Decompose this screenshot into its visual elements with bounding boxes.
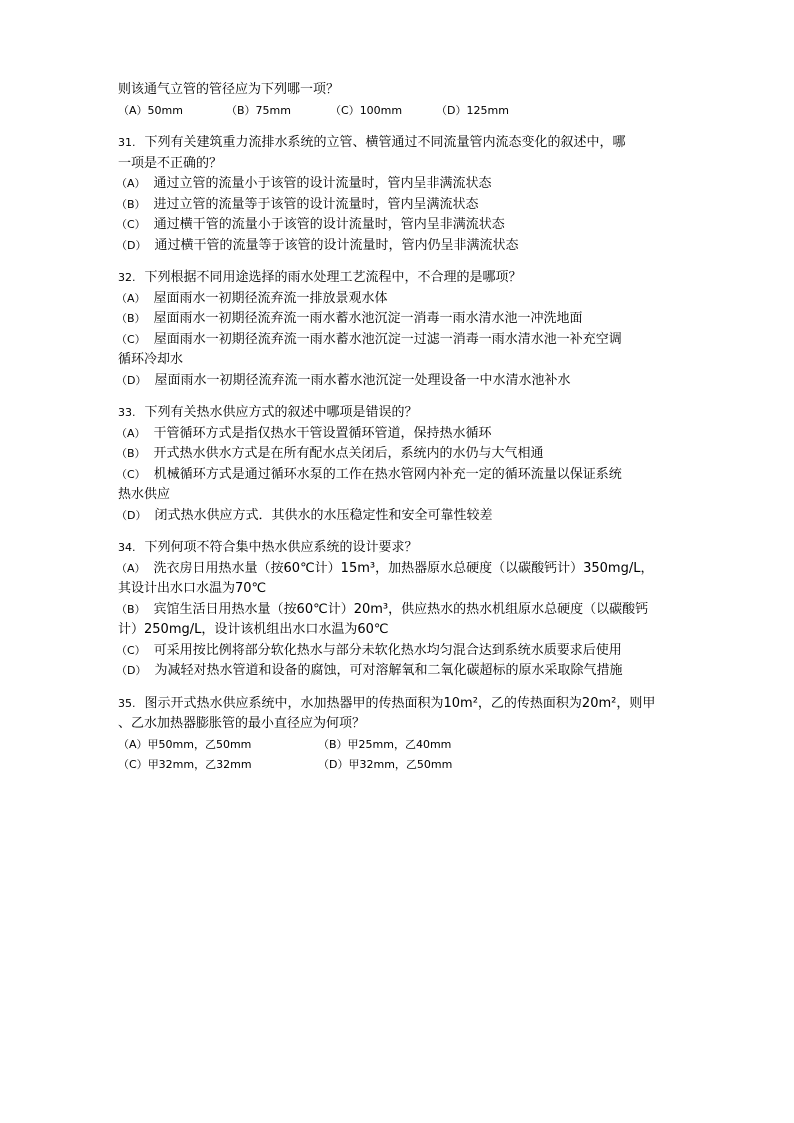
option-c: （C） 通过横干管的流量小于该管的设计流量时，管内呈非满流状态 <box>116 217 505 232</box>
option-c-cont: 热水供应 <box>118 487 171 502</box>
question-stem: 31. 下列有关建筑重力流排水系统的立管、横管通过不同流量管内流态变化的叙述中，哪 <box>118 135 626 150</box>
option-c-cont: 循环冷却水 <box>118 352 184 367</box>
continued-question <box>118 80 663 121</box>
option-b: （B） 宾馆生活日用热水量（按60℃计）20m³，供应热水的热水机组原水总硬度（以碳酸钙 <box>116 601 649 617</box>
option-d: （D） 屋面雨水一初期径流弃流一雨水蓄水池沉淀一处理设备一中水清水池补水 <box>116 372 571 388</box>
option-d: （D） 通过横干管的流量等于该管的设计流量时，管内仍呈非满流状态 <box>116 237 519 253</box>
question-number: 35. <box>118 696 136 710</box>
options-row <box>118 101 663 122</box>
question-stem: 33. 下列有关热水供应方式的叙述中哪项是错误的？ <box>118 405 418 420</box>
page-content <box>118 80 663 776</box>
option-b: （B） 开式热水供水方式是在所有配水点关闭后，系统内的水仍与大气相通 <box>116 446 544 461</box>
options-row-2 <box>118 755 663 776</box>
question-stem-cont: 、乙水加热器膨胀管的最小直径应为何项？ <box>118 716 366 731</box>
option-a: （A） 干管循环方式是指仅热水干管设置循环管道，保持热水循环 <box>116 425 492 441</box>
option-c: （C）100mm <box>330 103 403 117</box>
option-a: （A） 屋面雨水一初期径流弃流一排放景观水体 <box>116 290 388 306</box>
question-stem: 35. 图示开式热水供应系统中，水加热器甲的传热面积为10m²，乙的传热面积为20m²，则甲 <box>118 695 656 711</box>
question-stem: 34. 下列何项不符合集中热水供应系统的设计要求？ <box>118 540 418 555</box>
option-a: （A） 洗衣房日用热水量（按60℃计）15m³，加热器原水总硬度（以碳酸钙计）350mg/L， <box>116 560 654 576</box>
question-34 <box>118 538 663 682</box>
question-number: 34. <box>118 541 136 554</box>
option-b: （B）甲25mm，乙40mm <box>318 737 452 751</box>
question-number: 33. <box>118 406 136 419</box>
option-d: （D） 闭式热水供应方式．其供水的水压稳定性和安全可靠性较差 <box>116 507 493 523</box>
option-b: （B）75mm <box>226 103 291 117</box>
option-d: （D）125mm <box>436 103 509 117</box>
option-c: （C） 机械循环方式是通过循环水泵的工作在热水管网内补充一定的循环流量以保证系统 <box>116 466 622 482</box>
question-33 <box>118 403 663 526</box>
option-a-cont: 其设计出水口水温为70℃ <box>118 581 267 596</box>
question-number: 32. <box>118 271 136 284</box>
option-c: （C）甲32mm，乙32mm <box>118 758 252 771</box>
option-c: （C） 屋面雨水一初期径流弃流一雨水蓄水池沉淀一过滤一消毒一雨水清水池一补充空调 <box>116 331 622 347</box>
question-32 <box>118 268 663 391</box>
question-35 <box>118 694 663 776</box>
options-row-1 <box>118 735 663 756</box>
option-b-cont: 计）250mg/L，设计该机组出水口水温为60℃ <box>118 622 389 637</box>
option-b: （B） 屋面雨水一初期径流弃流一雨水蓄水池沉淀一消毒一雨水清水池一冲洗地面 <box>116 311 583 326</box>
option-c: （C） 可采用按比例将部分软化热水与部分未软化热水均匀混合达到系统水质要求后使用 <box>116 642 622 658</box>
option-b: （B） 进过立管的流量等于该管的设计流量时，管内呈满流状态 <box>116 196 479 212</box>
option-d: （D） 为减轻对热水管道和设备的腐蚀，可对溶解氧和二氧化碳超标的原水采取除气措施 <box>116 663 623 678</box>
question-stem-tail: 则该通气立管的管径应为下列哪一项？ <box>118 82 340 97</box>
option-d: （D）甲32mm，乙50mm <box>318 758 453 771</box>
option-a: （A）甲50mm，乙50mm <box>118 737 252 751</box>
question-stem-cont: 一项是不正确的？ <box>118 155 223 171</box>
question-31 <box>118 133 663 256</box>
question-stem: 32. 下列根据不同用途选择的雨水处理工艺流程中，不合理的是哪项？ <box>118 270 522 285</box>
option-a: （A）50mm <box>118 103 183 117</box>
question-number: 31. <box>118 136 136 149</box>
option-a: （A） 通过立管的流量小于该管的设计流量时，管内呈非满流状态 <box>116 176 492 191</box>
